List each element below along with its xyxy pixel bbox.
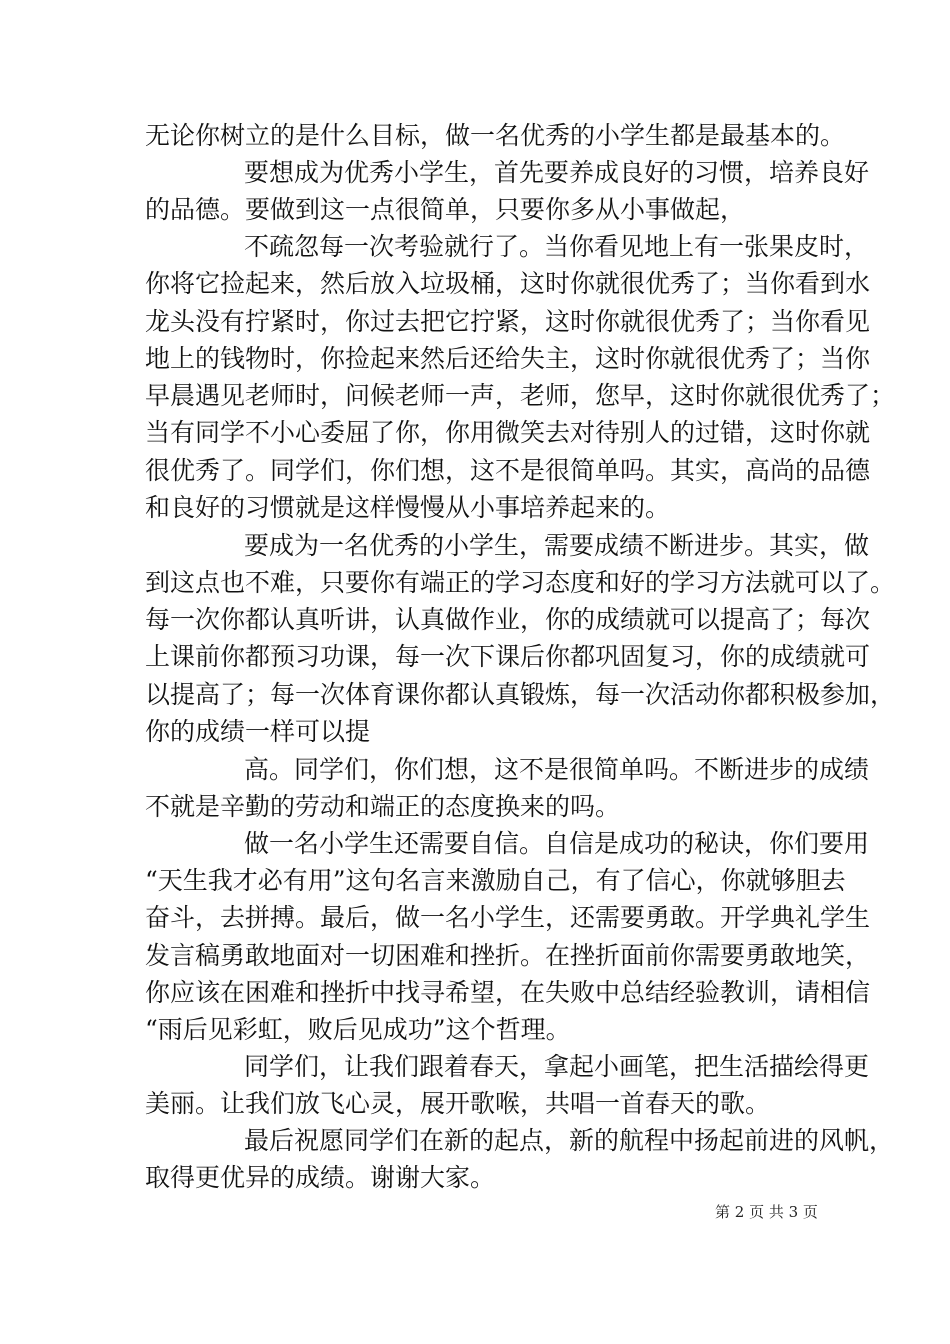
text-line: 无论你树立的是什么目标，做一名优秀的小学生都是最基本的。 [145, 121, 846, 150]
text-line: 地上的钱物时，你捡起来然后还给失主，这时你就很优秀了；当你 [145, 344, 871, 373]
text-line: 龙头没有拧紧时，你过去把它拧紧，这时你就很优秀了；当你看见 [145, 307, 871, 336]
text-line: 同学们，让我们跟着春天，拿起小画笔，把生活描绘得更 [244, 1052, 870, 1081]
text-line: 做一名小学生还需要自信。自信是成功的秘诀，你们要用 [244, 829, 870, 858]
text-line: 要成为一名优秀的小学生，需要成绩不断进步。其实，做 [244, 531, 870, 560]
text-line: 取得更优异的成绩。谢谢大家。 [145, 1163, 496, 1192]
text-line: 早晨遇见老师时，问候老师一声，老师，您早，这时你就很优秀了； [145, 381, 896, 410]
text-line: “天生我才必有用”这句名言来激励自己，有了信心，你就够胆去 [145, 866, 846, 895]
text-line: 的品德。要做到这一点很简单，只要你多从小事做起， [145, 195, 746, 224]
text-line: 你应该在困难和挫折中找寻希望，在失败中总结经验教训，请相信 [145, 978, 871, 1007]
text-line: 高。同学们，你们想，这不是很简单吗。不断进步的成绩 [244, 755, 870, 784]
text-line: 当有同学不小心委屈了你，你用微笑去对待别人的过错，这时你就 [145, 418, 871, 447]
text-line: 上课前你都预习功课，每一次下课后你都巩固复习，你的成绩就可 [145, 642, 871, 671]
text-line: 每一次你都认真听讲，认真做作业，你的成绩就可以提高了；每次 [145, 605, 871, 634]
text-line: “雨后见彩虹，败后见成功”这个哲理。 [145, 1015, 571, 1044]
text-line: 你的成绩一样可以提 [145, 717, 371, 746]
text-line: 不疏忽每一次考验就行了。当你看见地上有一张果皮时， [244, 232, 870, 261]
page-number: 第 2 页 共 3 页 [715, 1203, 818, 1221]
text-line: 很优秀了。同学们，你们想，这不是很简单吗。其实，高尚的品德 [145, 456, 871, 485]
text-line: 要想成为优秀小学生，首先要养成良好的习惯，培养良好 [244, 158, 870, 187]
text-line: 奋斗，去拼搏。最后，做一名小学生，还需要勇敢。开学典礼学生 [145, 903, 871, 932]
text-line: 不就是辛勤的劳动和端正的态度换来的吗。 [145, 792, 621, 821]
text-line: 发言稿勇敢地面对一切困难和挫折。在挫折面前你需要勇敢地笑， [145, 941, 871, 970]
text-line: 到这点也不难，只要你有端正的学习态度和好的学习方法就可以了。 [145, 568, 896, 597]
text-line: 最后祝愿同学们在新的起点，新的航程中扬起前进的风帆， [244, 1126, 895, 1155]
text-line: 以提高了；每一次体育课你都认真锻炼，每一次活动你都积极参加， [145, 680, 896, 709]
text-line: 和良好的习惯就是这样慢慢从小事培养起来的。 [145, 493, 671, 522]
text-line: 你将它捡起来，然后放入垃圾桶，这时你就很优秀了；当你看到水 [145, 269, 871, 298]
text-line: 美丽。让我们放飞心灵，展开歌喉，共唱一首春天的歌。 [145, 1089, 771, 1118]
